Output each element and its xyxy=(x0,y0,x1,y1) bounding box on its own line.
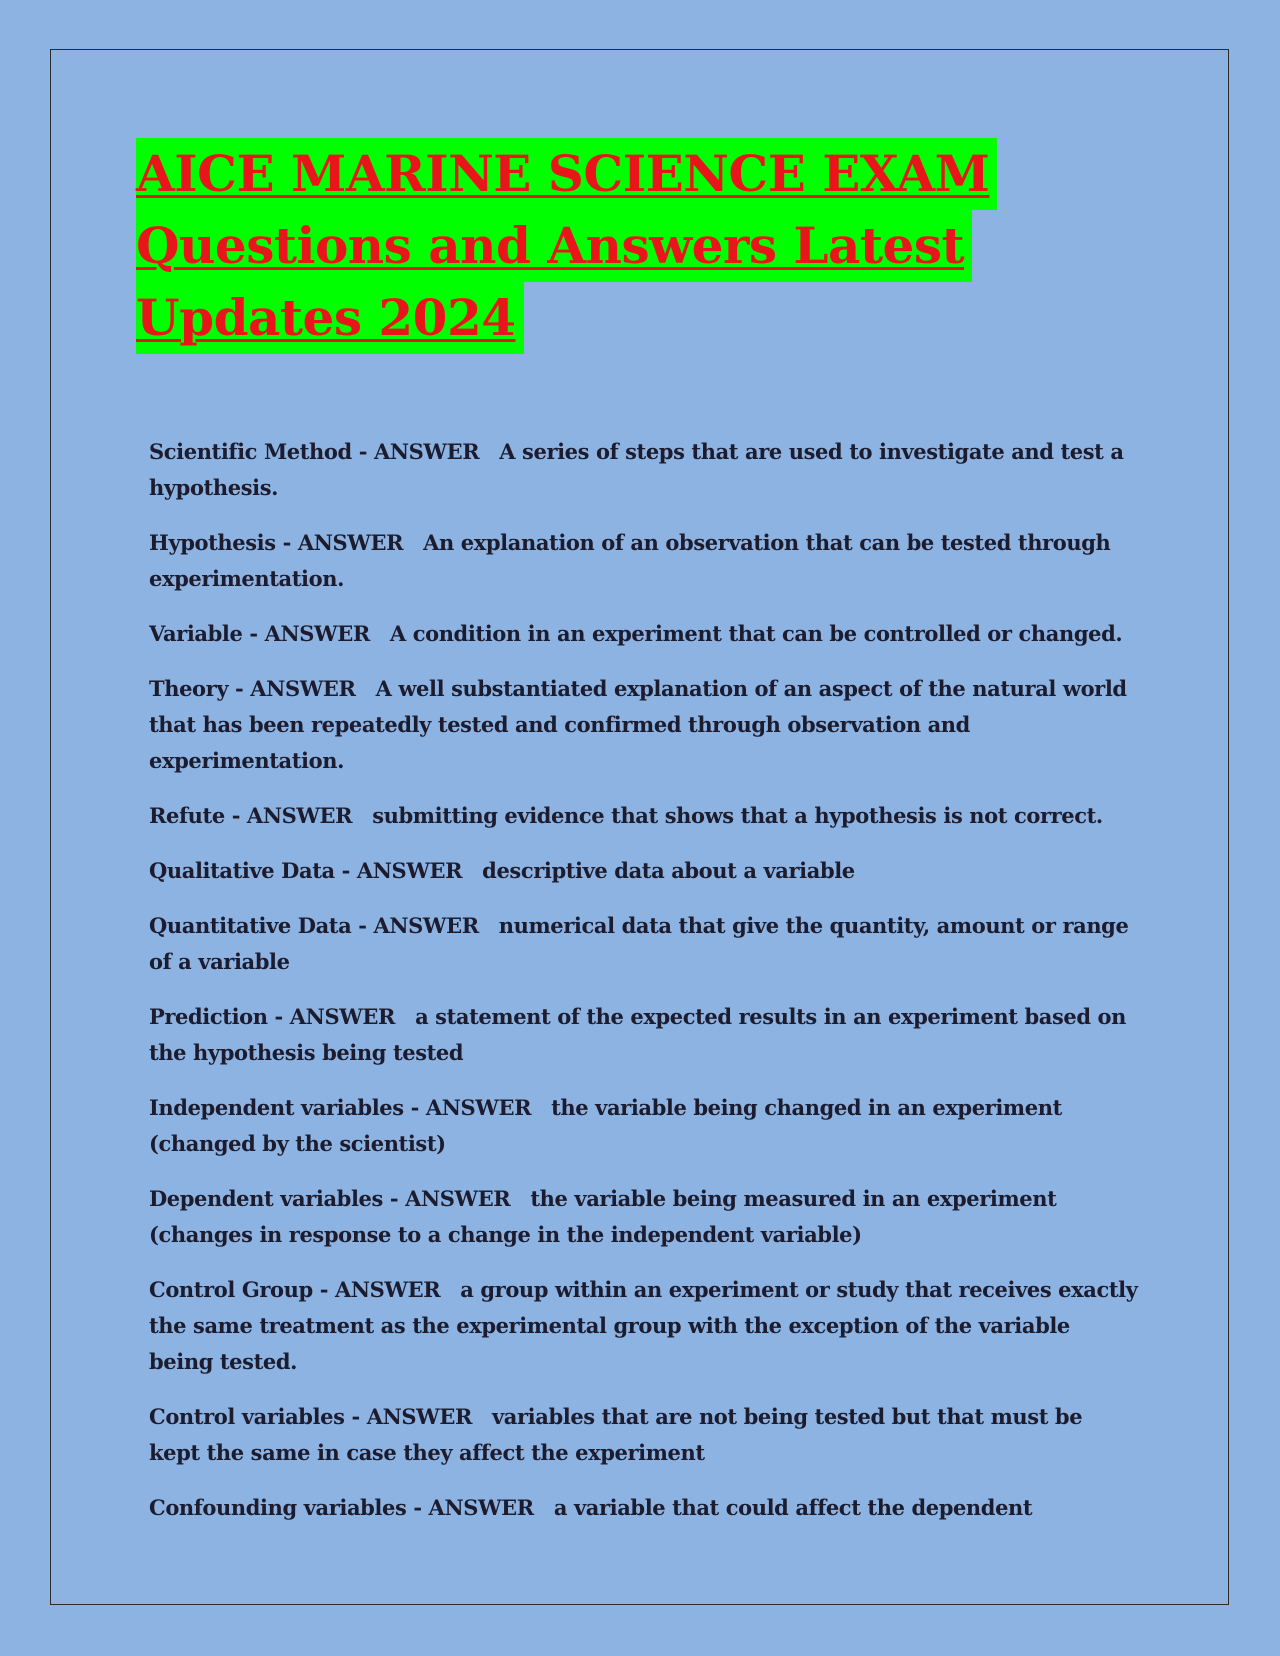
qa-term: Confounding variables xyxy=(149,1495,407,1520)
answer-label: ANSWER xyxy=(334,1277,441,1302)
qa-definition: A series of steps that are used to investigate and test a hypothesis. xyxy=(149,439,1124,500)
qa-entry xyxy=(149,853,1139,889)
answer-label: ANSWER xyxy=(246,803,353,828)
qa-term: Qualitative Data xyxy=(149,858,335,883)
qa-term: Control Group xyxy=(149,1277,313,1302)
qa-term: Hypothesis xyxy=(149,530,276,555)
qa-entry xyxy=(149,1272,1139,1380)
answer-label: ANSWER xyxy=(297,530,404,555)
qa-entry xyxy=(149,1490,1139,1526)
qa-definition: a group within an experiment or study that receives exactly the same treatment as the experimental group with the exception of the variable being tested. xyxy=(149,1277,1138,1374)
qa-separator: - xyxy=(228,676,251,701)
qa-separator: - xyxy=(334,858,357,883)
qa-separator: - xyxy=(242,621,265,646)
qa-term: Dependent variables xyxy=(149,1186,383,1211)
qa-term: Variable xyxy=(149,621,243,646)
qa-definition: A condition in an experiment that can be controlled or changed. xyxy=(389,621,1123,646)
qa-definition: numerical data that give the quantity, amount or range of a variable xyxy=(149,913,1129,974)
qa-term: Control variables xyxy=(149,1404,345,1429)
qa-definition: variables that are not being tested but that must be kept the same in case they affect the experiment xyxy=(149,1404,1083,1465)
qa-separator: - xyxy=(403,1095,426,1120)
document-title xyxy=(136,138,997,354)
qa-separator: - xyxy=(382,1186,406,1211)
qa-entry xyxy=(149,525,1139,597)
qa-entry xyxy=(149,1181,1139,1253)
qa-term: Refute xyxy=(149,803,225,828)
qa-entry xyxy=(149,616,1139,652)
qa-term: Prediction xyxy=(149,1004,268,1029)
answer-label: ANSWER xyxy=(373,439,480,464)
qa-definition: A well substantiated explanation of an aspect of the natural world that has been repeatedly tested and confirmed through observation and experimentation. xyxy=(149,676,1127,773)
qa-separator: - xyxy=(406,1495,429,1520)
qa-entry xyxy=(149,1090,1139,1162)
answer-label: ANSWER xyxy=(373,913,479,938)
qa-term: Theory xyxy=(149,676,229,701)
qa-separator: - xyxy=(351,913,374,938)
qa-definition: submitting evidence that shows that a hypothesis is not correct. xyxy=(372,803,1103,828)
answer-label: ANSWER xyxy=(366,1404,472,1429)
qa-separator: - xyxy=(312,1277,335,1302)
qa-entry xyxy=(149,434,1139,506)
qa-list xyxy=(149,434,1139,1545)
qa-separator: - xyxy=(267,1004,290,1029)
qa-separator: - xyxy=(351,439,374,464)
qa-entry xyxy=(149,798,1139,834)
qa-separator: - xyxy=(224,803,247,828)
qa-definition: the variable being changed in an experiment (changed by the scientist) xyxy=(149,1095,1062,1156)
qa-entry xyxy=(149,1399,1139,1471)
title-line-1: AICE MARINE SCIENCE EXAM xyxy=(136,138,997,210)
answer-label: ANSWER xyxy=(250,676,356,701)
qa-definition: descriptive data about a variable xyxy=(482,858,855,883)
title-line-2: Questions and Answers Latest xyxy=(136,210,972,282)
answer-label: ANSWER xyxy=(356,858,463,883)
qa-entry xyxy=(149,671,1139,779)
answer-label: ANSWER xyxy=(428,1495,534,1520)
qa-definition: a variable that could affect the dependent xyxy=(553,1495,1033,1520)
qa-separator: - xyxy=(344,1404,367,1429)
answer-label: ANSWER xyxy=(264,621,370,646)
answer-label: ANSWER xyxy=(425,1095,532,1120)
qa-entry xyxy=(149,908,1139,980)
qa-separator: - xyxy=(275,530,298,555)
title-line-3: Updates 2024 xyxy=(136,282,524,354)
qa-term: Scientific Method xyxy=(149,439,352,464)
qa-entry xyxy=(149,999,1139,1071)
qa-definition: the variable being measured in an experiment (changes in response to a change in the independent variable) xyxy=(149,1186,1057,1247)
qa-term: Quantitative Data xyxy=(149,913,352,938)
qa-definition: An explanation of an observation that can be tested through experimentation. xyxy=(149,530,1111,591)
qa-term: Independent variables xyxy=(149,1095,404,1120)
answer-label: ANSWER xyxy=(405,1186,511,1211)
qa-definition: a statement of the expected results in an experiment based on the hypothesis being tested xyxy=(149,1004,1127,1065)
answer-label: ANSWER xyxy=(289,1004,396,1029)
